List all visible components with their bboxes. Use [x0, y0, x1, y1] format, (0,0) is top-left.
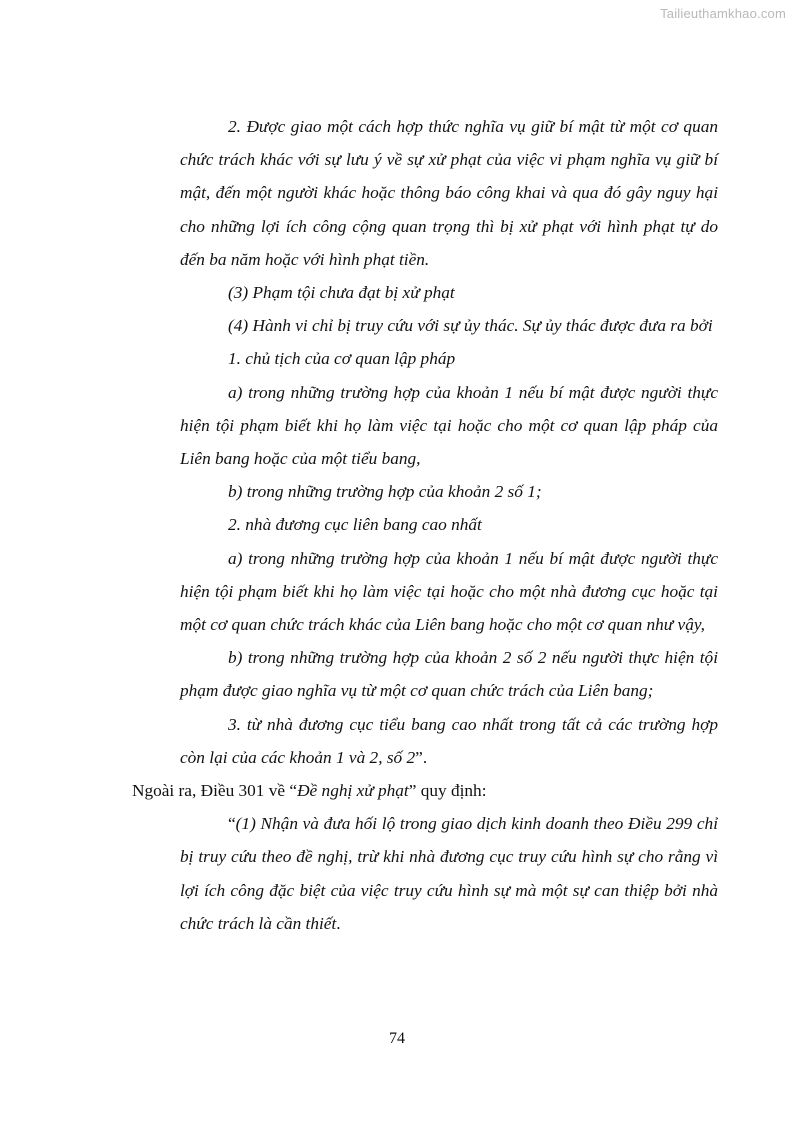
- intro-title: Đề nghị xử phạt: [297, 781, 409, 801]
- paragraph-item-1: 1. chủ tịch của cơ quan lập pháp: [228, 349, 456, 369]
- intro-before: Ngoài ra, Điều 301 về “: [132, 781, 298, 801]
- paragraph-clause-2: 2. Được giao một cách hợp thức nghĩa vụ giữ bí mật từ một cơ quan chức trách khác với sự lưu ý về sự xử phạt của việc vi phạm nghĩa vụ giữ bí mật, đến một người khác hoặc thông báo công khai và qua đó gây nguy hại cho những lợi ích công cộng quan trọng thì bị xử phạt với hình phạt tự do đến ba năm hoặc với hình phạt tiền.: [180, 117, 718, 269]
- paragraph-article-301: [132, 774, 718, 807]
- paragraph-item-2b: b) trong những trường hợp của khoản 2 số 2 nếu người thực hiện tội phạm được giao nghĩa vụ từ một cơ quan chức trách của Liên bang;: [180, 648, 718, 701]
- paragraph-item-2: 2. nhà đương cục liên bang cao nhất: [228, 515, 482, 535]
- paragraph-prosecution: (4) Hành vi chỉ bị truy cứu với sự ủy thác. Sự ủy thác được đưa ra bởi: [228, 316, 713, 336]
- paragraph-quote: [180, 807, 718, 940]
- quote-end: .: [336, 913, 341, 933]
- paragraph-item-2a: a) trong những trường hợp của khoản 1 nếu bí mật được người thực hiện tội phạm biết khi họ làm việc tại hoặc cho một nhà đương cục hoặc tại một cơ quan chức trách khác của Liên bang hoặc cho một cơ quan như vậy,: [180, 548, 718, 635]
- watermark: Tailieuthamkhao.com: [660, 6, 786, 21]
- page-number: 74: [389, 1030, 405, 1047]
- paragraph-attempt: (3) Phạm tội chưa đạt bị xử phạt: [228, 283, 455, 303]
- item-3-text: 3. từ nhà đương cục tiểu bang cao nhất trong tất cả các trường hợp còn lại của các khoản 1 và 2, số 2: [180, 714, 718, 767]
- paragraph-item-1b: b) trong những trường hợp của khoản 2 số 1;: [228, 482, 542, 502]
- intro-after: ” quy định:: [408, 781, 487, 801]
- paragraph-item-3: [180, 708, 718, 774]
- paragraph-item-1a: a) trong những trường hợp của khoản 1 nếu bí mật được người thực hiện tội phạm biết khi họ làm việc tại hoặc cho một cơ quan lập pháp của Liên bang hoặc của một tiểu bang,: [180, 382, 718, 469]
- closing-quote: ”.: [415, 747, 428, 767]
- quote-open: “: [228, 814, 236, 834]
- quote-text: (1) Nhận và đưa hối lộ trong giao dịch kinh doanh theo Điều 299 chỉ bị truy cứu theo đề nghị, trừ khi nhà đương cục truy cứu hình sự cho rằng vì lợi ích công đặc biệt của việc truy cứu hình sự mà một sự can thiệp bởi nhà chức trách là cần thiết: [180, 814, 718, 933]
- document-body: [132, 110, 718, 940]
